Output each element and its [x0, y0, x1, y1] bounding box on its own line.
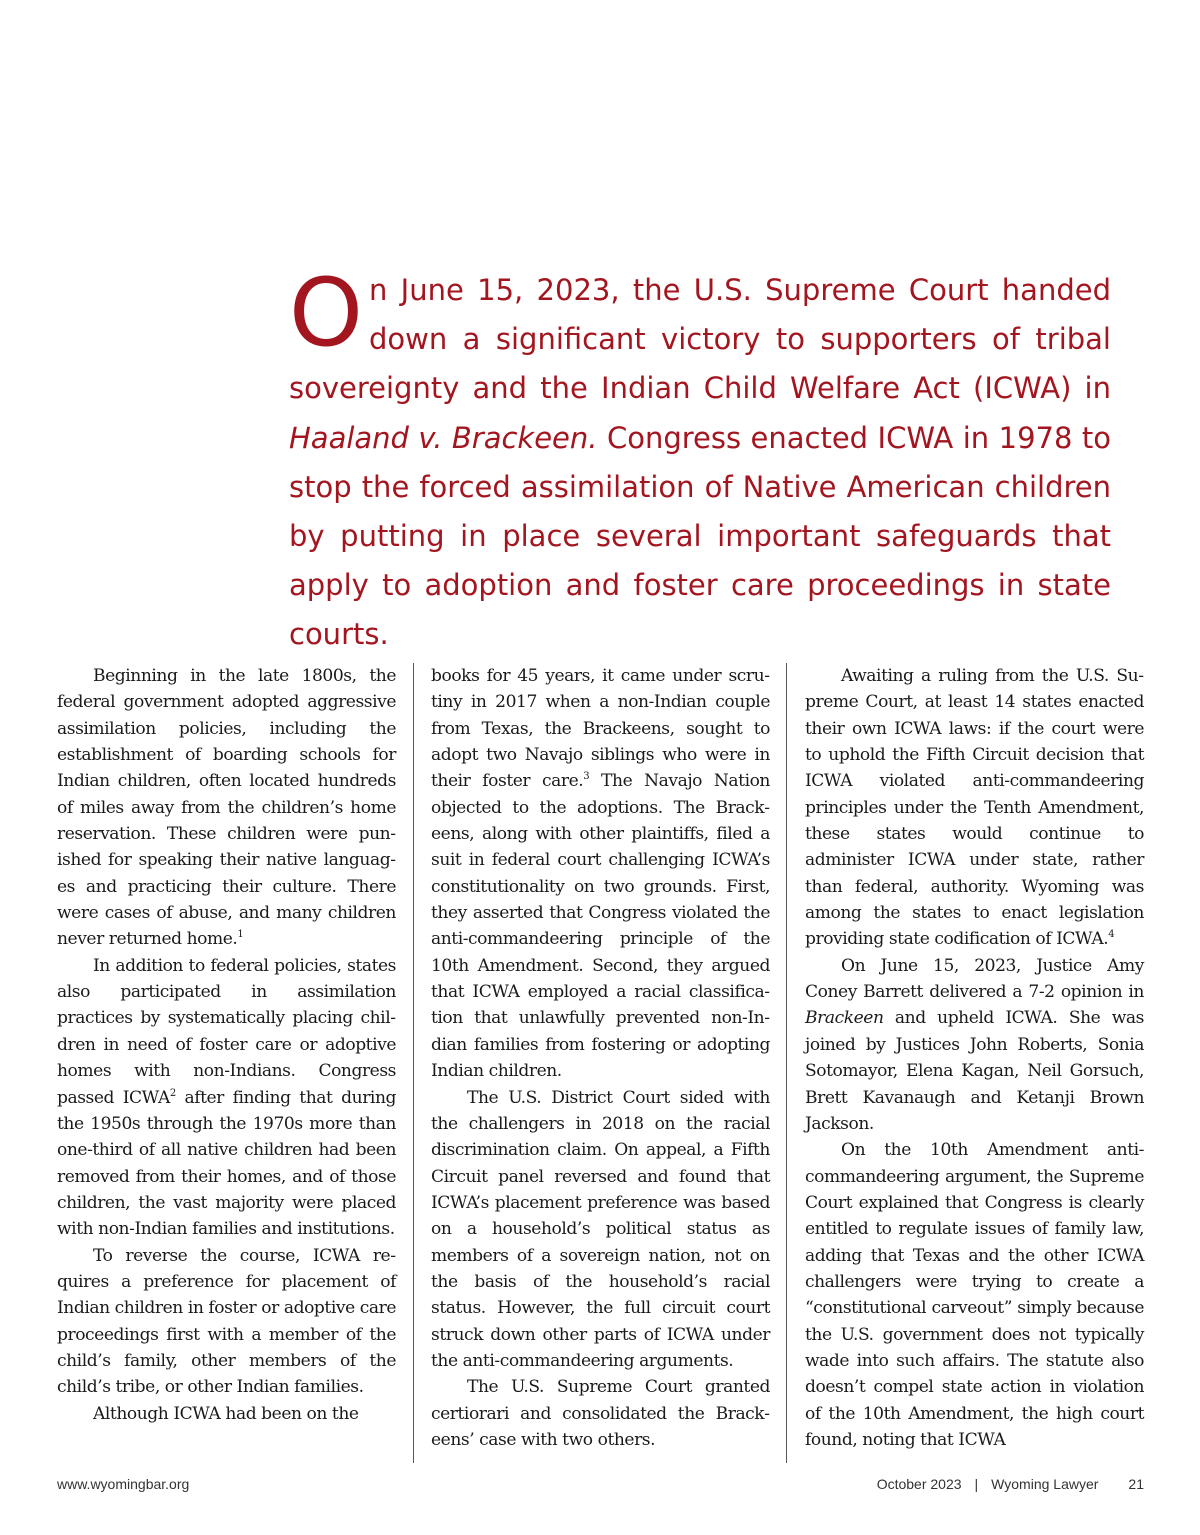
- footnote-ref: 3: [583, 771, 590, 783]
- body-paragraph: [57, 953, 396, 1243]
- footer-publication: Wyoming Lawyer: [991, 1476, 1099, 1492]
- paragraph-text: after finding that during the 1950s through the 1970s more than one-third of all native children had been removed from their homes, and of those children, the vast majority were placed with non-Indian families and institutions.: [57, 1087, 396, 1240]
- lede-text: [289, 259, 1111, 660]
- page-footer: [57, 1476, 1144, 1498]
- body-paragraph: Although ICWA had been on the: [93, 1403, 359, 1424]
- body-paragraph: The U.S. Supreme Court granted certiorari and consolidated the Brackeens’ case with two others.: [431, 1377, 770, 1450]
- body-paragraph: [805, 663, 1144, 953]
- footer-info: [877, 1476, 1144, 1492]
- paragraph-text: and upheld ICWA. She was joined by Justices John Roberts, Sonia Sotomayor, Elena Kagan, Neil Gorsuch, Brett Kavanaugh and Ketanji Brown Jackson.: [805, 1008, 1144, 1134]
- paragraph-text: books for 45 years, it came under scrutiny in 2017 when a non-Indian couple from Texas, the Brackeens, sought to adopt two Navajo siblings who were in their foster care.: [431, 666, 770, 792]
- body-paragraph: On the 10th Amendment anti-commandeering argument, the Supreme Court explained that Congress is clearly entitled to regulate issues of family law, adding that Texas and the other ICWA challengers were trying to create a “constitutional carveout” simply because the U.S. government does not typically wade into such affairs. The statute also doesn’t compel state action in violation of the 10th Amendment, the high court found, noting that ICWA: [805, 1140, 1144, 1450]
- column-3: [805, 663, 1144, 1453]
- case-name: Haaland v. Brackeen.: [289, 420, 598, 455]
- paragraph-text: In addition to federal policies, states also participated in assimilation practices by systematically placing children in need of foster care or adoptive homes with non-Indians. Congress passed ICWA: [57, 955, 396, 1108]
- paragraph-text: The Navajo Nation objected to the adoptions. The Brackeens, along with other plaintiffs, filed a suit in federal court challenging ICWA’s constitutionality on two grounds. First, they asserted that Congress violated the anti-commandeering principle of the 10th Amendment. Second, they argued that ICWA employed a racial classification that unlawfully prevented non-Indian families from fostering or adopting Indian children.: [431, 771, 770, 1082]
- column-divider: [413, 663, 414, 1463]
- paragraph-text: On June 15, 2023, Justice Amy Coney Barrett delivered a 7-2 opinion in: [805, 955, 1144, 1003]
- footnote-ref: 2: [169, 1087, 176, 1099]
- body-paragraph: [57, 663, 396, 953]
- column-1: [57, 663, 396, 1427]
- footnote-ref: 1: [237, 929, 244, 941]
- case-name-italic: Brackeen: [805, 1008, 884, 1029]
- lede-text-part-1: n June 15, 2023, the U.S. Supreme Court handed down a significant victory to supporters of tribal sovereignty and the Indian Child Welfare Act (ICWA) in: [289, 273, 1111, 406]
- lede-paragraph: [289, 259, 1111, 660]
- column-2: [431, 663, 770, 1453]
- drop-cap: O: [289, 259, 363, 368]
- footnote-ref: 4: [1108, 929, 1115, 941]
- body-paragraph: [805, 953, 1144, 1137]
- page-number: 21: [1128, 1476, 1144, 1492]
- column-divider: [786, 663, 787, 1463]
- footer-separator: |: [974, 1476, 979, 1492]
- footer-url[interactable]: www.wyomingbar.org: [57, 1476, 190, 1492]
- body-paragraph: To reverse the course, ICWA requires a preference for placement of Indian children in foster or adoptive care proceedings first with a member of the child’s family, other members of the child’s tribe, or other Indian families.: [57, 1245, 396, 1398]
- paragraph-text: Beginning in the late 1800s, the federal government adopted aggressive assimilation policies, including the establishment of boarding schools for Indian children, often located hundreds of miles away from the children’s home reservation. These children were punished for speaking their native languages and practicing their culture. There were cases of abuse, and many children never returned home.: [57, 666, 396, 950]
- article-body: [0, 663, 1200, 1463]
- body-paragraph: The U.S. District Court sided with the challengers in 2018 on the racial discrimination claim. On appeal, a Fifth Circuit panel reversed and found that ICWA’s placement preference was based on a household’s political status as members of a sovereign nation, not on the basis of the household’s racial status. However, the full circuit court struck down other parts of ICWA under the anti-commandeering arguments.: [431, 1087, 770, 1371]
- lede-text-part-2: Congress enacted ICWA in 1978 to stop the forced assimilation of Native American children by putting in place several important safeguards that apply to adoption and foster care proceedings in state courts.: [289, 420, 1111, 652]
- body-paragraph: [431, 663, 770, 1085]
- footer-issue: October 2023: [876, 1476, 962, 1492]
- paragraph-text: Awaiting a ruling from the U.S. Supreme Court, at least 14 states enacted their own ICWA laws: if the court were to uphold the Fifth Circuit decision that ICWA violated anti-commandeering principles under the Tenth Amendment, these states would continue to administer ICWA under state, rather than federal, authority. Wyoming was among the states to enact legislation providing state codification of ICWA.: [805, 666, 1144, 950]
